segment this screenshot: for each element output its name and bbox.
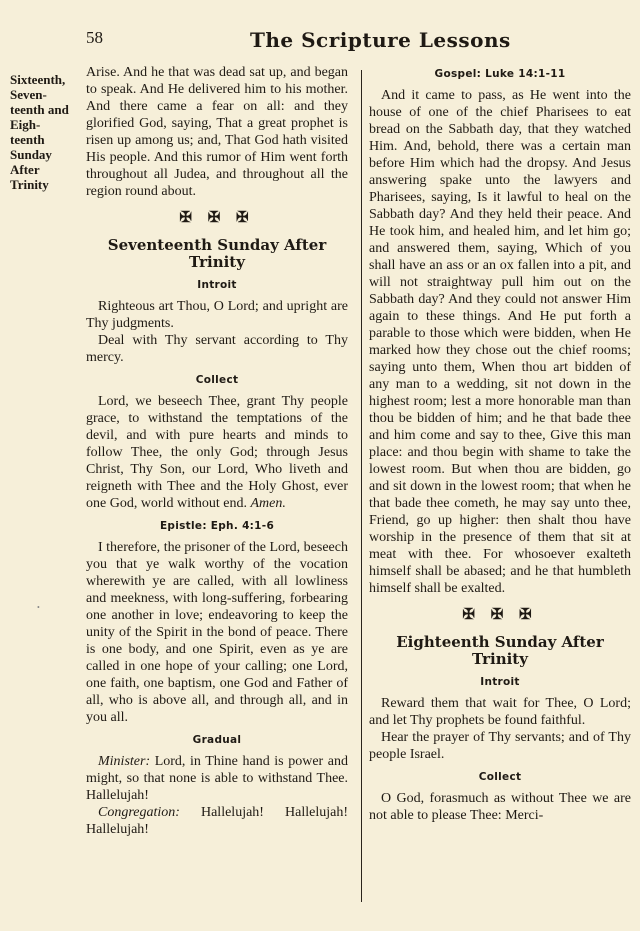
introit-heading: Introit [480, 676, 520, 688]
introit-verse: Deal with Thy servant according to Thy mercy. [86, 333, 348, 365]
gradual-heading: Gradual [192, 734, 242, 746]
minister-label: Minister: [98, 754, 151, 769]
side-note-line: After [10, 162, 40, 177]
gradual-congregation [86, 804, 348, 838]
side-note-line: teenth [10, 132, 45, 147]
epistle-heading: Epistle: Eph. 4:1-6 [159, 520, 275, 532]
side-note-line: Eigh- [10, 117, 41, 132]
collect-text: O God, forasmuch as without Thee we are not able to please Thee: Merci- [369, 791, 631, 823]
side-note-line: Trinity [10, 177, 49, 192]
collect-text [86, 393, 348, 512]
right-column [369, 64, 631, 824]
collect-heading: Collect [478, 771, 522, 783]
side-note-line: Seven- [10, 87, 47, 102]
cross-ornament: ✠ ✠ ✠ [179, 210, 255, 226]
introit-verse: Righteous art Thou, O Lord; and upright are Thy judgments. [86, 299, 348, 331]
left-column [86, 64, 348, 838]
gospel-text: And it came to pass, as He went into the house of one of the chief Pharisees to eat bread on the Sabbath day, that they watched Him. And, behold, there was a certain man before Him which had the dropsy. And Jesus answering spake unto the lawyers and Pharisees, saying, Is it lawful to heal on the Sabbath day? And they held their peace. And He took him, and healed him, and let him go; and answered them, saying, Which of you shall have an ass or an ox fallen into a pit, and will not straightway pull him out on the Sabbath day? And they could not answer Him again to these things. And He put forth a parable to those which were bidden, when He marked how they chose out the chief rooms; saying unto them, When thou art bidden of any man to a wedding, sit not down in the highest room; lest a more honorable man than thou be bidden of him; and he that bade thee and him come and say to thee, Give this man place: and thou begin with shame to take the lowest room. But when thou are bidden, go and sit down in the lowest room; that when he that bade thee cometh, he may say unto thee, Friend, go up higher: then shalt thou have worship in the presence of them that sit at meat with thee. For whosoever exalteth himself shall be abased; and he that humbleth himself shall be exalted. [369, 88, 631, 596]
cross-ornament: ✠ ✠ ✠ [462, 607, 538, 623]
collect-heading: Collect [195, 374, 239, 386]
collect-body: Lord, we beseech Thee, grant Thy people grace, to withstand the temptations of the devil, and with pure hearts and minds to follow Thee, the only God; through Jesus Christ, Thy Son, our Lord, Who liveth and reigneth with Thee and the Holy Ghost, ever one God, world without end. [86, 394, 348, 511]
epistle-text: I therefore, the prisoner of the Lord, beseech you that ye walk worthy of the vocation wherewith ye are called, with all lowliness and meekness, with long-suffering, forbearing one another in love; endeavoring to keep the unity of the Spirit in the bond of peace. There is one body, and one Spirit, even as ye are called in one hope of your calling; one Lord, one faith, one baptism, one God and Father of all, who is above all, and through all, and in you all. [86, 540, 348, 725]
side-note-line: Sunday [10, 147, 52, 162]
congregation-label: Congregation: [98, 805, 180, 820]
minister-text: Lord, in Thine hand is power and might, so that none is able to withstand Thee. Hallelujah! [86, 754, 348, 803]
gospel-heading: Gospel: Luke 14:1-11 [434, 68, 566, 80]
side-note-line: teenth and [10, 102, 69, 117]
introit-verse: Reward them that wait for Thee, O Lord; and let Thy prophets be found faithful. [369, 696, 631, 728]
amen: Amen. [250, 496, 286, 511]
section-title-eighteenth: Eighteenth Sunday After Trinity [396, 633, 604, 668]
introit-heading: Introit [197, 279, 237, 291]
gradual-minister [86, 753, 348, 804]
side-note-line: Sixteenth, [10, 72, 66, 87]
intro-paragraph: Arise. And he that was dead sat up, and began to speak. And He delivered him to his mother. And there came a fear on all: and they glorified God, saying, That a great prophet is risen up among us; and, That God hath visited His people. And this rumor of Him went forth throughout all Judea, and throughout all the region round about. [86, 65, 348, 199]
margin-mark: • [37, 603, 40, 612]
section-title-seventeenth: Seventeenth Sunday After Trinity [107, 236, 327, 271]
side-note [10, 72, 78, 192]
congregation-text: Hallelujah! Hallelujah! Hallelujah! [86, 805, 348, 837]
column-rule [361, 70, 362, 902]
page-number: 58 [86, 28, 103, 47]
introit-verse: Hear the prayer of Thy servants; and of Thy people Israel. [369, 730, 631, 762]
running-title: The Scripture Lessons [250, 28, 511, 52]
